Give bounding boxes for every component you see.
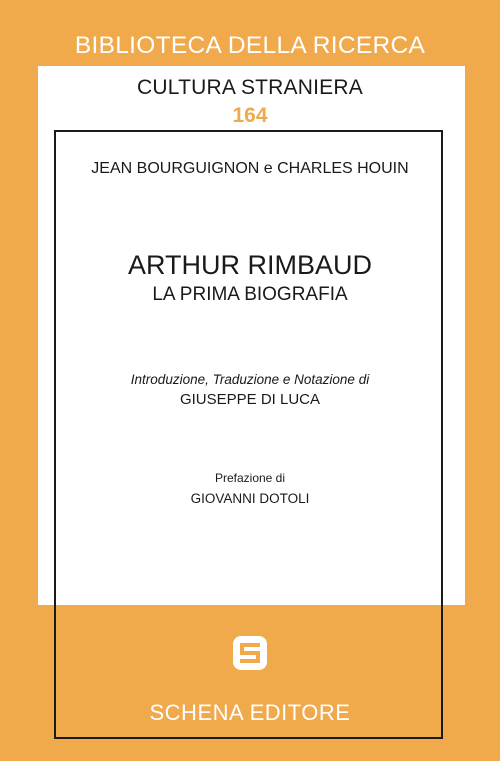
book-subtitle: LA PRIMA BIOGRAFIA bbox=[152, 284, 348, 305]
schena-logo-icon bbox=[233, 636, 267, 670]
intro-label: Introduzione, Traduzione e Notazione di bbox=[130, 372, 370, 387]
series-number: 164 bbox=[232, 104, 268, 127]
preface-author: GIOVANNI DOTOLI bbox=[190, 491, 310, 506]
preface-label: Prefazione di bbox=[214, 471, 286, 485]
translator-name: GIUSEPPE DI LUCA bbox=[179, 391, 321, 408]
collection-name: CULTURA STRANIERA bbox=[137, 76, 363, 99]
publisher-name: SCHENA EDITORE bbox=[149, 700, 351, 725]
book-authors: JEAN BOURGUIGNON e CHARLES HOUIN bbox=[91, 160, 409, 177]
series-title: BIBLIOTECA DELLA RICERCA bbox=[74, 32, 426, 59]
book-title: ARTHUR RIMBAUD bbox=[127, 250, 372, 280]
